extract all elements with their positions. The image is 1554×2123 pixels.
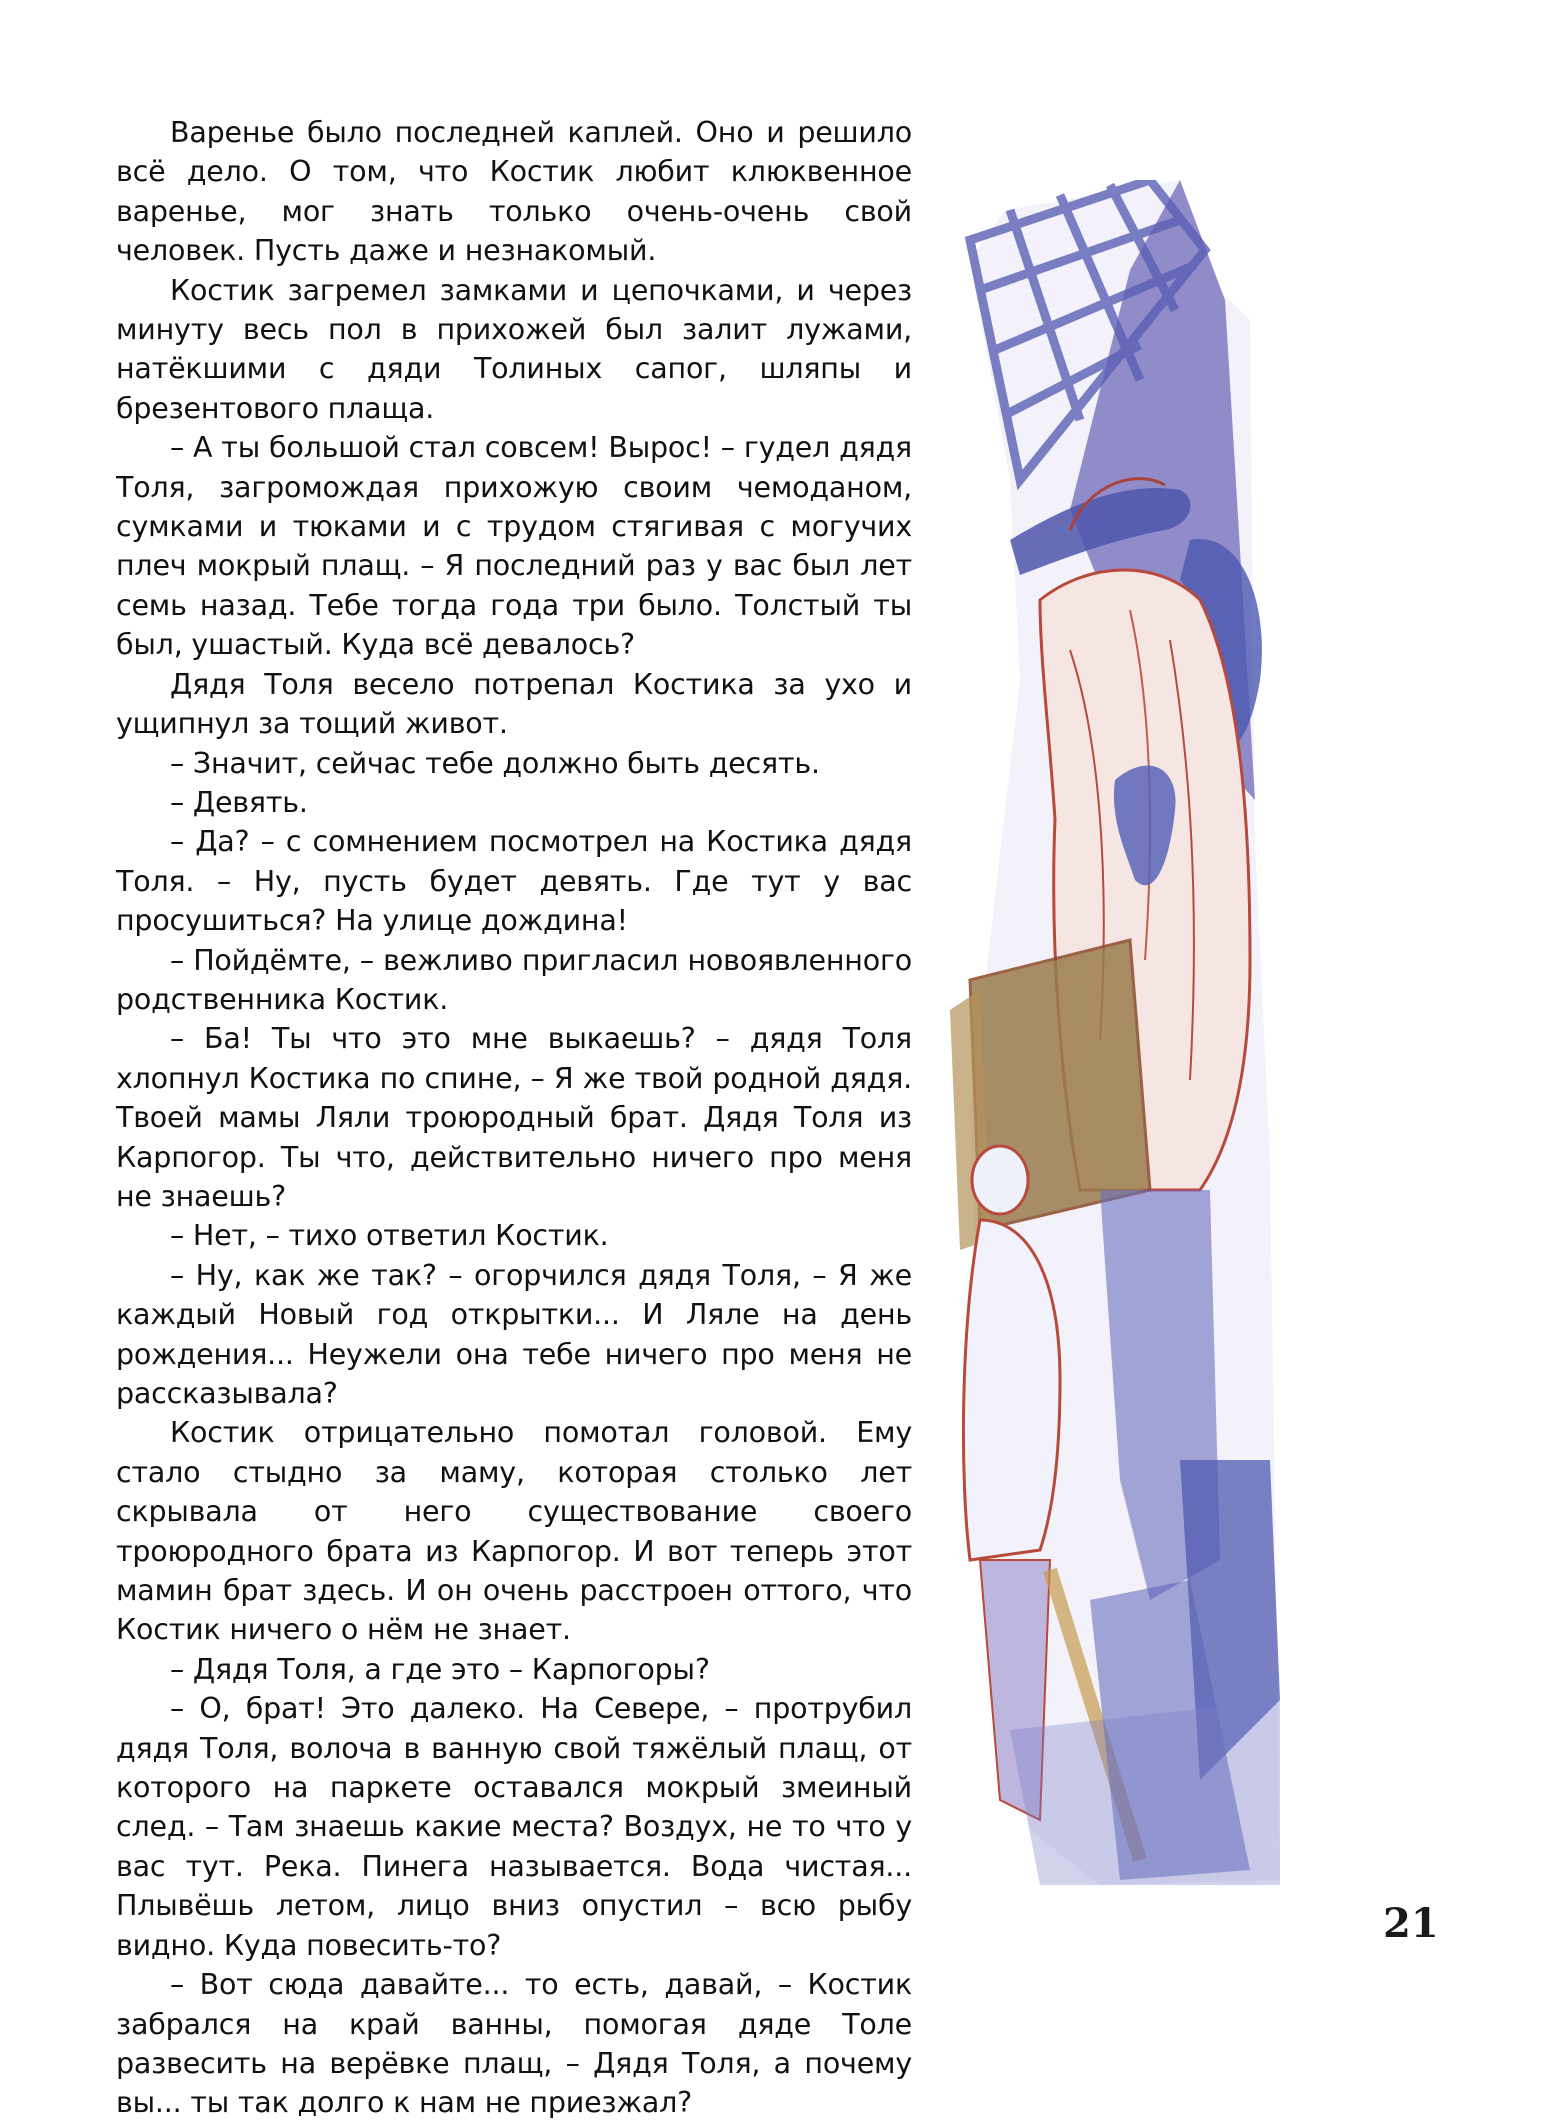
paragraph: – Девять. <box>170 785 308 819</box>
paragraph: – Да? – с сомнением посмотрел на Костика дядя Толя. – Ну, пусть будет девять. Где тут у вас просушиться? На улице дождина! <box>116 825 912 938</box>
paragraph: – Нет, – тихо ответил Костик. <box>170 1219 609 1253</box>
paragraph: – А ты большой стал совсем! Вырос! – гудел дядя Толя, загромождая прихожую своим чемоданом, сумками и тюками и с трудом стягивая с могучих плеч мокрый плащ. – Я последний раз у вас был лет семь назад. Тебе тогда года три было. Толстый ты был, ушастый. Куда всё девалось? <box>116 431 912 662</box>
paragraph: Костик загремел замками и цепочками, и через минуту весь пол в прихожей был залит лужами, натёкшими с дяди Толиных сапог, шляпы и брезентового плаща. <box>116 273 912 425</box>
paragraph: – Ну, как же так? – огорчился дядя Толя, – Я же каждый Новый год открытки... И Ляле на день рождения... Неужели она тебе ничего про меня не рассказывала? <box>116 1258 912 1410</box>
page-number: 21 <box>1383 1900 1439 1947</box>
paragraph: – Ба! Ты что это мне выкаешь? – дядя Толя хлопнул Костика по спине, – Я же твой родной дядя. Твоей мамы Ляли троюродный брат. Дядя Толя из Карпогор. Ты что, действительно ничего про меня не знаешь? <box>116 1022 912 1213</box>
paragraph: Варенье было последней каплей. Оно и решило всё дело. О том, что Костик любит клюквенное варенье, мог знать только очень-очень свой человек. Пусть даже и незнакомый. <box>116 116 912 268</box>
paragraph: – Вот сюда давайте... то есть, давай, – Костик забрался на край ванны, помогая дяде Толе развесить на верёвке плащ, – Дядя Толя, а почему вы... ты так долго к нам не приезжал? <box>116 1968 912 2120</box>
paragraph: – О, брат! Это далеко. На Севере, – протрубил дядя Толя, волоча в ванную свой тяжёлый плащ, от которого на паркете оставался мокрый змеиный след. – Там знаешь какие места? Воздух, не то что у вас тут. Река. Пинега называется. Вода чистая... Плывёшь летом, лицо вниз опустил – всю рыбу видно. Куда повесить-то? <box>116 1692 912 1962</box>
paragraph: – Пойдёмте, – вежливо пригласил новоявленного родственника Костик. <box>116 943 912 1016</box>
illustration <box>950 180 1280 1885</box>
paragraph: Костик отрицательно помотал головой. Ему стало стыдно за маму, которая столько лет скрывала от него существование своего троюродного брата из Карпогор. И вот теперь этот мамин брат здесь. И он очень расстроен оттого, что Костик ничего о нём не знает. <box>116 1416 912 1647</box>
text-column <box>116 113 912 2123</box>
paragraph: – Дядя Толя, а где это – Карпогоры? <box>170 1652 710 1686</box>
paragraph: Дядя Толя весело потрепал Костика за ухо и ущипнул за тощий живот. <box>116 667 912 741</box>
paragraph: – Значит, сейчас тебе должно быть десять. <box>170 746 820 780</box>
illustration-drawing <box>950 180 1280 1885</box>
